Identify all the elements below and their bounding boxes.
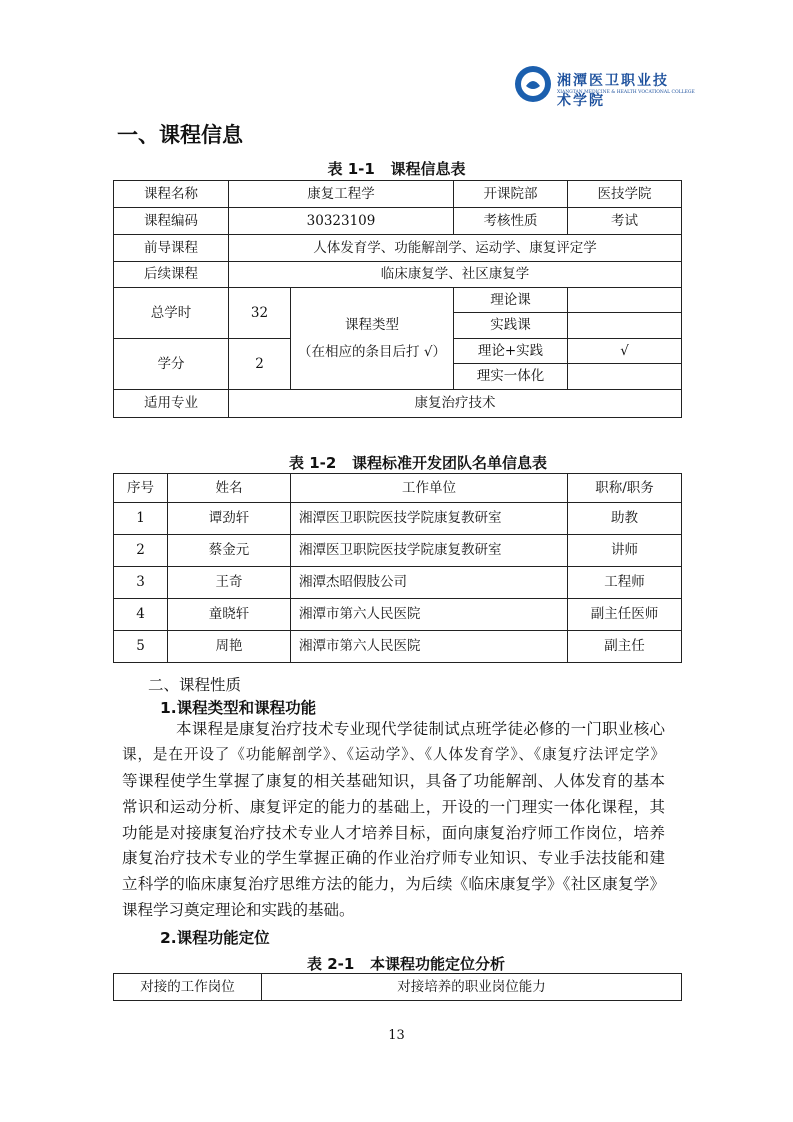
header-cell: 对接的工作岗位 [114, 974, 262, 1001]
cell: 副主任医师 [568, 599, 682, 631]
header-cell: 职称/职务 [568, 474, 682, 503]
cell: 人体发育学、功能解剖学、运动学、康复评定学 [229, 235, 682, 262]
table-row [114, 503, 682, 535]
college-emblem-icon [513, 64, 553, 104]
table-caption: 表 1-1 课程信息表 [327, 160, 466, 178]
cell: 工程师 [568, 567, 682, 599]
table-caption: 表 1-2 课程标准开发团队名单信息表 [289, 454, 547, 472]
cell: 课程名称 [114, 181, 229, 208]
cell: 康复工程学 [229, 181, 454, 208]
header-cell: 工作单位 [291, 474, 568, 503]
cell: 4 [114, 599, 168, 631]
cell: 实践课 [454, 313, 568, 339]
cell: √ [568, 339, 682, 364]
cell: 理实一体化 [454, 364, 568, 390]
type-label: 课程类型 [345, 316, 399, 333]
cell: 考试 [568, 208, 682, 235]
cell: 30323109 [229, 208, 454, 235]
header-cell: 序号 [114, 474, 168, 503]
cell: 副主任 [568, 631, 682, 663]
cell [291, 288, 454, 390]
cell: 湘潭医卫职院医技学院康复教研室 [291, 535, 568, 567]
header-cell: 对接培养的职业岗位能力 [262, 974, 682, 1001]
table-row [114, 631, 682, 663]
cell: 湘潭医卫职院医技学院康复教研室 [291, 503, 568, 535]
table-row [114, 535, 682, 567]
function-table [113, 973, 682, 1001]
cell: 后续课程 [114, 262, 229, 288]
cell [568, 313, 682, 339]
cell: 周艳 [168, 631, 291, 663]
cell: 5 [114, 631, 168, 663]
section-title: 一、课程信息 [117, 123, 243, 147]
cell: 理论+实践 [454, 339, 568, 364]
table-caption: 表 2-1 本课程功能定位分析 [307, 955, 505, 973]
paragraph-line: 课，是在开设了《功能解剖学》、《运动学》、《人体发育学》、《康复疗法评定学》 [122, 746, 665, 763]
type-note: （在相应的条目后打 √） [298, 343, 446, 360]
logo-text: 湘潭医卫职业技术学院 [557, 73, 669, 109]
paragraph-line: 等课程使学生掌握了康复的相关基础知识，具备了功能解剖、人体发育的基本 [122, 772, 665, 790]
cell: 考核性质 [454, 208, 568, 235]
subsection-title: 2.课程功能定位 [160, 929, 270, 947]
page-number: 13 [388, 1028, 405, 1043]
section-title: 二、课程性质 [148, 676, 242, 694]
cell: 理论课 [454, 288, 568, 313]
paragraph-line: 立科学的临床康复治疗思维方法的能力，为后续《临床康复学》《社区康复学》 [122, 875, 665, 893]
cell: 湘潭杰昭假肢公司 [291, 567, 568, 599]
cell: 讲师 [568, 535, 682, 567]
cell: 王奇 [168, 567, 291, 599]
cell [568, 288, 682, 313]
cell: 总学时 [114, 288, 229, 339]
paragraph-line: 课程学习奠定理论和实践的基础。 [122, 901, 355, 919]
cell: 开课院部 [454, 181, 568, 208]
table-row [114, 567, 682, 599]
table-row [114, 599, 682, 631]
cell: 湘潭市第六人民医院 [291, 631, 568, 663]
cell: 临床康复学、社区康复学 [229, 262, 682, 288]
subsection-title: 1.课程类型和课程功能 [160, 699, 317, 717]
paragraph-line: 常识和运动分析、康复评定的能力的基础上，开设的一门理实一体化课程，其 [122, 798, 665, 816]
cell: 前导课程 [114, 235, 229, 262]
logo-subtitle: XIANGTAN MEDICINE & HEALTH VOCATIONAL COLLEGE [557, 90, 695, 95]
cell: 1 [114, 503, 168, 535]
cell: 32 [229, 288, 291, 339]
cell: 助教 [568, 503, 682, 535]
cell: 谭劲轩 [168, 503, 291, 535]
cell: 适用专业 [114, 390, 229, 418]
team-table [113, 473, 682, 663]
paragraph-line: 康复治疗技术专业的学生掌握正确的作业治疗师专业知识、专业手法技能和建 [122, 849, 665, 867]
cell: 2 [114, 535, 168, 567]
header-cell: 姓名 [168, 474, 291, 503]
cell: 学分 [114, 339, 229, 390]
cell: 蔡金元 [168, 535, 291, 567]
cell [568, 364, 682, 390]
cell: 课程编码 [114, 208, 229, 235]
cell: 2 [229, 339, 291, 390]
paragraph-line: 本课程是康复治疗技术专业现代学徒制试点班学徒必修的一门职业核心 [176, 720, 665, 738]
cell: 医技学院 [568, 181, 682, 208]
cell: 童晓轩 [168, 599, 291, 631]
paragraph-line: 功能是对接康复治疗技术专业人才培养目标，面向康复治疗师工作岗位，培养 [122, 824, 665, 842]
cell: 3 [114, 567, 168, 599]
course-info-table [113, 180, 682, 418]
college-logo [513, 64, 695, 109]
cell: 湘潭市第六人民医院 [291, 599, 568, 631]
cell: 康复治疗技术 [229, 390, 682, 418]
